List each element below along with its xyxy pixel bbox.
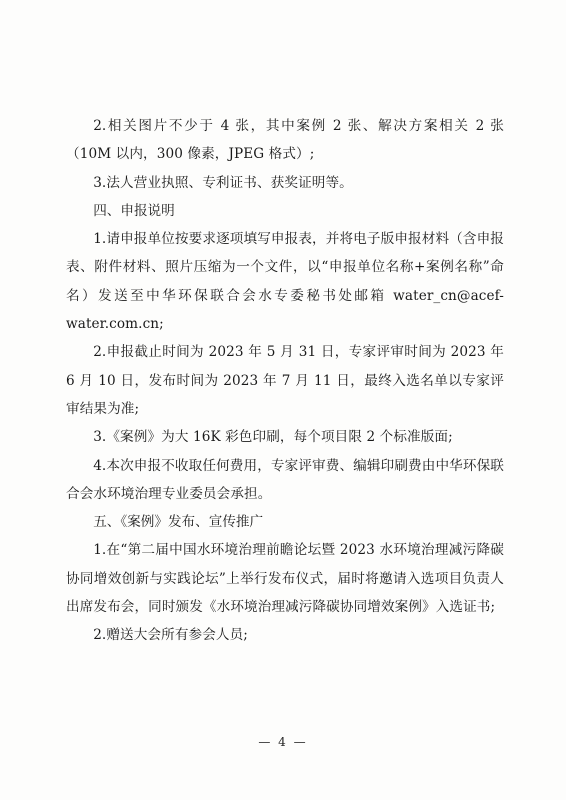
- paragraph-submission-instructions: 1.请申报单位按要求逐项填写申报表，并将电子版申报材料（含申报表、附件材料、照片压缩为一个文件，以“申报单位名称+案例名称”命名）发送至中华环保联合会水专委秘书处邮箱 water_cn@acef-water.com.cn;: [66, 231, 504, 333]
- section-heading-application-notes: 四、申报说明: [93, 202, 175, 219]
- paragraph-fees: 4.本次申报不收取任何费用，专家评审费、编辑印刷费由中华环保联合会水环境治理专业委员会承担。: [66, 457, 504, 502]
- section-heading-publication: 五、《案例》发布、宣传推广: [93, 514, 264, 531]
- paragraph-distribution: 2.赠送大会所有参会人员;: [93, 627, 248, 644]
- paragraph-license-certificates: 3.法人营业执照、专利证书、获奖证明等。: [93, 174, 353, 191]
- paragraph-printing-format: 3.《案例》为大 16K 彩色印刷，每个项目限 2 个标准版面;: [93, 429, 453, 446]
- paragraph-release-ceremony: 1.在“第二届中国水环境治理前瞻论坛暨 2023 水环境治理减污降碳协同增效创新与实践论坛”上举行发布仪式，届时将邀请入选项目负责人出席发布会，同时颁发《水环境治理减污降碳协同增效案例》入选证书;: [66, 542, 504, 616]
- page-number: — 4 —: [258, 735, 308, 749]
- paragraph-images-requirement: 2.相关图片不少于 4 张，其中案例 2 张、解决方案相关 2 张（10M 以内，300 像素，JPEG 格式）;: [66, 118, 504, 163]
- document-body: [66, 112, 504, 650]
- paragraph-deadline: 2.申报截止时间为 2023 年 5 月 31 日，专家评审时间为 2023 年 6 月 10 日，发布时间为 2023 年 7 月 11 日，最终入选名单以专家评审结果为准;: [66, 344, 504, 417]
